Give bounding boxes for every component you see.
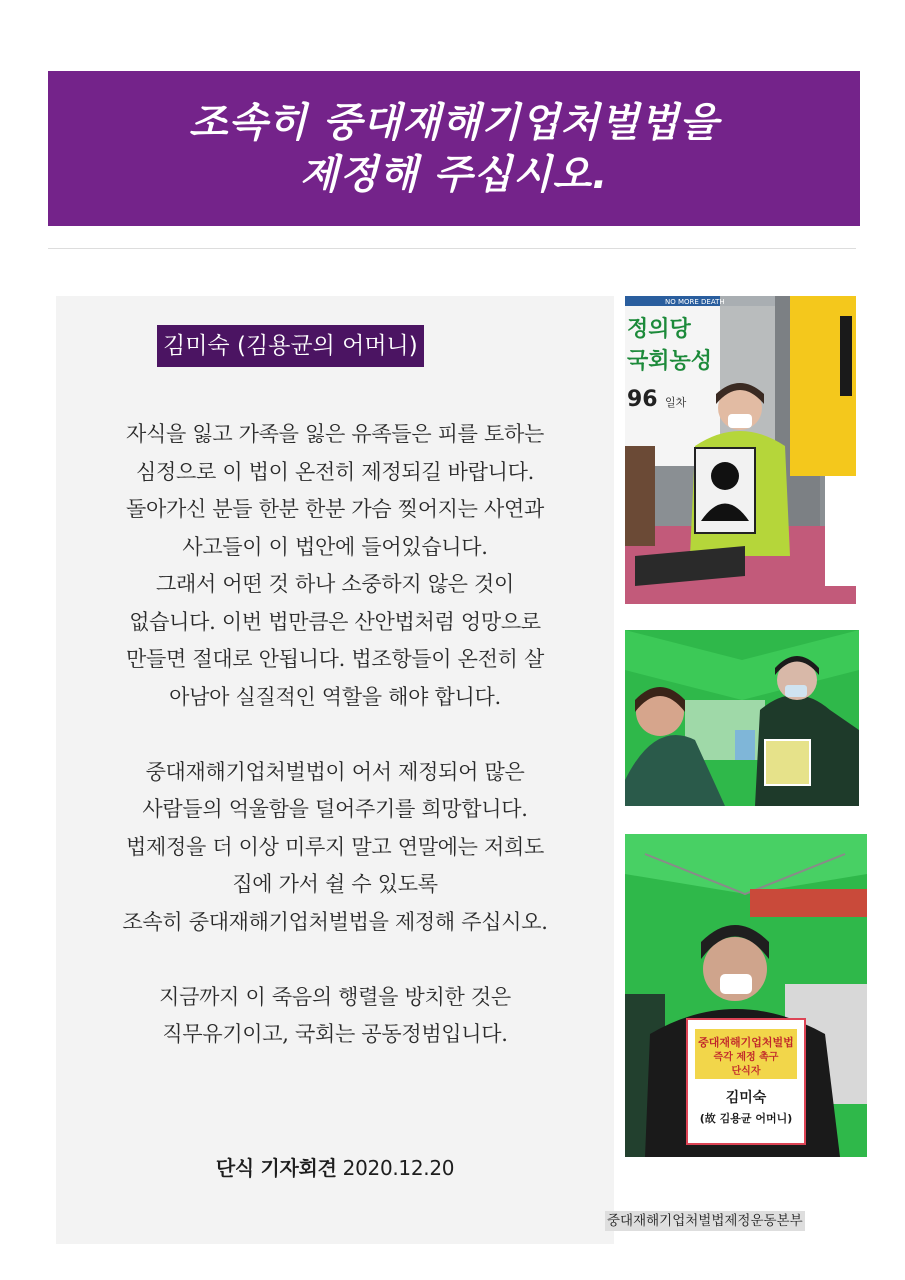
organization-label: 중대재해기업처벌법제정운동본부 [607, 1213, 803, 1229]
statement-line: 사고들이 이 법안에 들어있습니다. [182, 534, 488, 559]
paragraph-gap [56, 941, 614, 979]
statement-line: 만들면 절대로 안됩니다. 법조항들이 온전히 살 [126, 647, 544, 671]
statement-line: 그래서 어떤 것 하나 소중하지 않은 것이 [155, 572, 515, 596]
photo-hunger-striker-sign [625, 834, 867, 1157]
statement-line: 조속히 중대재해기업처벌법을 제정해 주십시오. [122, 909, 548, 934]
event-date: 2020.12.20 [342, 1156, 455, 1180]
photo1-banner-day-suffix: 일차 [665, 396, 687, 409]
event-caption [56, 1152, 614, 1181]
photo-health-check-tent [625, 630, 859, 806]
statement-line: 아남아 실질적인 역할을 해야 합니다. [169, 684, 501, 709]
photo3-sign-line1: 중대재해기업처벌법 [698, 1036, 794, 1049]
statement-line: 중대재해기업처벌법이 어서 제정되어 많은 [145, 759, 525, 784]
photo-hunger-strike-portrait [625, 296, 856, 604]
paragraph-gap [56, 716, 614, 754]
photo3-sign-name: 김미숙 [725, 1090, 767, 1106]
statement-line: 직무유기이고, 국회는 공동정범입니다. [162, 1022, 508, 1046]
statement-text [56, 416, 614, 1054]
statement-line: 지금까지 이 죽음의 행렬을 방치한 것은 [159, 984, 511, 1009]
statement-line: 법제정을 더 이상 미루지 말고 연말에는 저희도 [126, 834, 544, 859]
photo3-sign-line2: 즉각 제정 촉구 [713, 1052, 779, 1063]
statement-line: 돌아가신 분들 한분 한분 가슴 찢어지는 사연과 [126, 497, 544, 521]
title-banner [48, 71, 860, 226]
photo1-banner-line1: 정의당 [627, 317, 691, 342]
event-label: 단식 기자회견 [215, 1156, 337, 1180]
statement-line: 자식을 잃고 가족을 잃은 유족들은 피를 토하는 [126, 422, 544, 446]
photo1-banner-line2: 국회농성 [627, 349, 713, 374]
author-label: 김미숙 (김용균의 어머니) [157, 325, 424, 367]
divider [48, 248, 856, 249]
statement-line: 사람들의 억울함을 덜어주기를 희망합니다. [142, 797, 528, 821]
statement-line: 집에 가서 쉴 수 있도록 [232, 872, 438, 896]
statement-line: 없습니다. 이번 법만큼은 산안법처럼 엉망으로 [129, 609, 541, 634]
title-line-2: 제정해 주십시오. [299, 151, 609, 198]
photo1-banner-day: 96 [627, 387, 658, 412]
title-line-1: 조속히 중대재해기업처벌법을 [188, 99, 720, 146]
photo3-sign-line3: 단식자 [731, 1066, 761, 1077]
photo3-sign-sub: (故 김용균 어머니) [699, 1112, 793, 1125]
photo1-top-strip: NO MORE DEATH [665, 298, 725, 306]
statement-line: 심정으로 이 법이 온전히 제정되길 바랍니다. [136, 459, 534, 484]
